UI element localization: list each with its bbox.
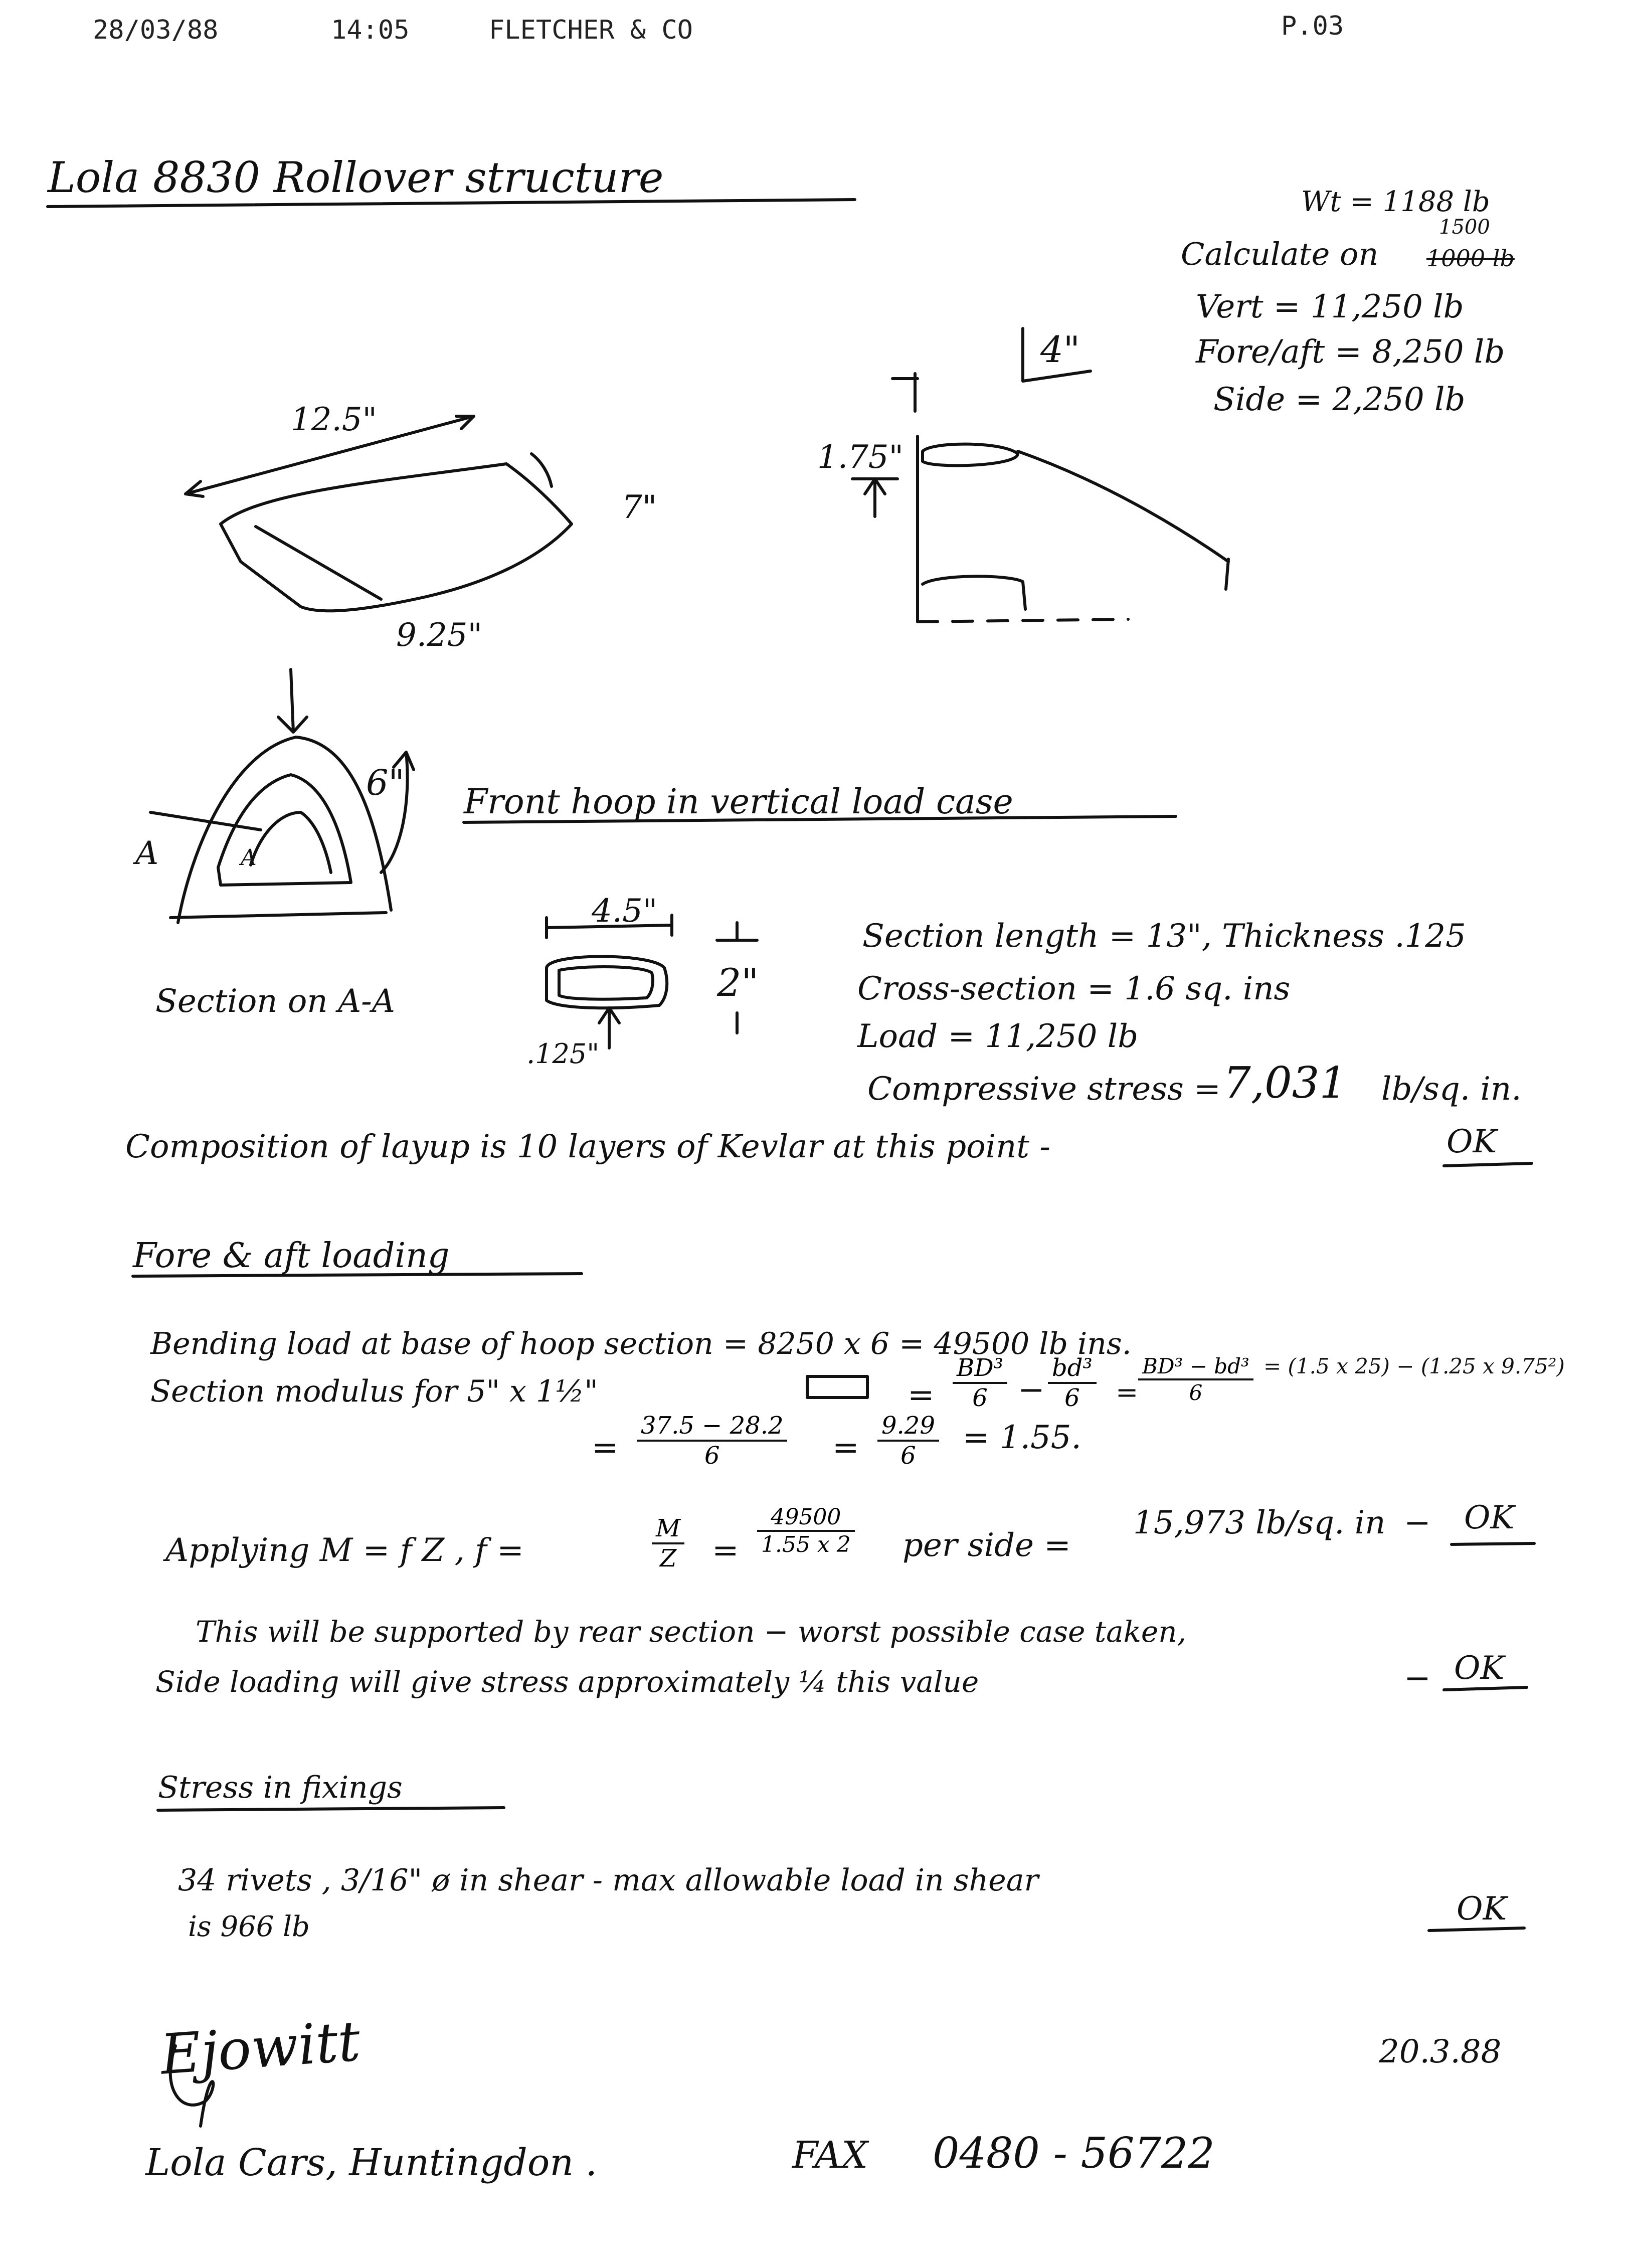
fore-aft-underline xyxy=(133,1274,582,1276)
applying-eq: = xyxy=(712,1532,739,1569)
section-thk-arrow xyxy=(599,1008,619,1048)
fixings-ok: OK xyxy=(1457,1890,1507,1928)
weight-label: Wt = 1188 lb xyxy=(1301,186,1490,218)
support-ok-underline xyxy=(1444,1687,1527,1690)
fixings-ok-underline xyxy=(1429,1928,1524,1931)
section-modulus-text: Section modulus for 5" x 1½" xyxy=(150,1374,598,1409)
hoop-dim-height: 6" xyxy=(366,762,405,803)
section-dim-height-ticks xyxy=(717,923,757,1033)
frac-929-den: 6 xyxy=(900,1442,916,1470)
section-dim-height: 2" xyxy=(717,960,759,1005)
hoop-arrow xyxy=(278,669,307,732)
tub-dim-arrow xyxy=(186,416,474,494)
hoop-inner2 xyxy=(251,812,331,873)
section-modulus-result: = 1.55. xyxy=(963,1419,1081,1456)
bending-load-line: Bending load at base of hoop section = 8250 x 6 = 49500 lb ins. xyxy=(150,1326,1132,1361)
hoop-dim-curve xyxy=(381,752,408,873)
tub-side-curve xyxy=(531,454,552,486)
compressive-stress-value: 7,031 xyxy=(1223,1058,1347,1108)
applying-ok-underline xyxy=(1452,1543,1534,1544)
dim-height: 1.75" xyxy=(817,439,904,476)
bending-eq3: = xyxy=(832,1429,859,1466)
signature-flourish xyxy=(170,2046,214,2126)
calculate-on-label: Calculate on xyxy=(1181,236,1379,272)
bending-minus: − xyxy=(1018,1371,1045,1409)
profile-dim-arrow xyxy=(865,479,885,516)
frac-value-num: 49500 xyxy=(757,1504,855,1532)
front-hoop-heading: Front hoop in vertical load case xyxy=(464,782,1013,822)
composition-text: Composition of layup is 10 layers of Kevlar at this point - xyxy=(125,1128,1050,1165)
calculate-value-struck: 1000 lb xyxy=(1426,245,1515,272)
frac-combined-den: 6 xyxy=(1189,1380,1203,1405)
bending-expr: = (1.5 x 25) − (1.25 x 9.75²) xyxy=(1263,1354,1565,1378)
section-dim-width: 4.5" xyxy=(592,893,658,930)
bending-eq: = xyxy=(908,1376,935,1414)
dim-length: 12.5" xyxy=(291,401,377,438)
footer-company: Lola Cars, Huntingdon . xyxy=(145,2141,598,2184)
frac-m-z-num: M xyxy=(652,1514,684,1544)
dim-side: 7" xyxy=(622,489,657,526)
bending-eq2: = xyxy=(1116,1376,1139,1408)
profile-slope xyxy=(1018,451,1228,562)
composition-ok: OK xyxy=(1447,1123,1497,1160)
bending-line3-eq: = xyxy=(592,1429,619,1466)
section-dim-thickness: .125" xyxy=(526,1038,600,1070)
fax-page-number: P.03 xyxy=(1281,11,1344,41)
section-dim-width-line xyxy=(547,915,672,938)
frac-difference-num: 37.5 − 28.2 xyxy=(637,1412,787,1442)
frac-difference-den: 6 xyxy=(704,1442,720,1470)
fixings-line1: 34 rivets , 3/16" ø in shear - max allowable load in shear xyxy=(178,1863,1039,1898)
applying-ok: OK xyxy=(1464,1499,1515,1536)
fax-time: 14:05 xyxy=(331,15,410,45)
section-marker-a2: A xyxy=(241,845,257,870)
support-line2: Side loading will give stress approximately ¼ this value xyxy=(155,1665,979,1699)
page-title: Lola 8830 Rollover structure xyxy=(48,153,664,202)
front-hoop-underline xyxy=(464,816,1176,822)
signature-date: 20.3.88 xyxy=(1379,2033,1502,2070)
support-dash: − xyxy=(1404,1660,1431,1697)
profile-top-section xyxy=(923,444,1018,466)
applying-dash: − xyxy=(1404,1504,1431,1541)
frac-bd3-den: 6 xyxy=(972,1384,988,1412)
load-value: Load = 11,250 lb xyxy=(857,1018,1139,1055)
footer-fax-number: 0480 - 56722 xyxy=(933,2129,1215,2178)
fixings-line2: is 966 lb xyxy=(188,1910,310,1943)
profile-base-dash xyxy=(918,619,1128,622)
vert-load: Vert = 11,250 lb xyxy=(1196,288,1464,325)
fax-sender: FLETCHER & CO xyxy=(489,15,693,45)
frac-m-z-den: Z xyxy=(659,1544,677,1573)
fore-aft-heading: Fore & aft loading xyxy=(133,1236,450,1276)
dim-base: 9.25" xyxy=(396,617,482,654)
per-side-text: per side = xyxy=(902,1527,1071,1564)
section-a-a-label: Section on A-A xyxy=(155,983,395,1020)
frac-929-num: 9.29 xyxy=(877,1412,939,1442)
composition-ok-underline xyxy=(1444,1163,1532,1166)
section-length: Section length = 13", Thickness .125 xyxy=(862,918,1466,955)
cross-section: Cross-section = 1.6 sq. ins xyxy=(857,970,1291,1007)
hoop-dim-arrowhead xyxy=(394,752,414,770)
applying-text: Applying M = f Z , f = xyxy=(165,1532,524,1569)
side-load: Side = 2,250 lb xyxy=(1213,381,1466,418)
title-underline xyxy=(48,200,855,207)
footer-fax-label: FAX xyxy=(792,2134,868,2177)
compressive-stress-unit: lb/sq. in. xyxy=(1381,1071,1522,1108)
hoop-base xyxy=(170,913,386,918)
bending-stress-value: 15,973 lb/sq. in xyxy=(1133,1504,1386,1541)
frac-bd3-small-num: bd³ xyxy=(1048,1354,1097,1384)
frac-value-den: 1.55 x 2 xyxy=(761,1532,851,1557)
section-marker-a: A xyxy=(135,835,159,872)
support-ok: OK xyxy=(1454,1650,1505,1687)
fixings-underline xyxy=(158,1808,504,1810)
fax-date: 28/03/88 xyxy=(93,15,219,45)
section-tube-inner xyxy=(559,967,653,999)
support-line1: This will be supported by rear section − worst possible case taken, xyxy=(196,1615,1187,1649)
hoop-section-line xyxy=(150,812,261,830)
compressive-stress-label: Compressive stress = xyxy=(867,1071,1221,1108)
fore-aft-load: Fore/aft = 8,250 lb xyxy=(1196,333,1505,371)
hoop-outer xyxy=(178,737,391,923)
profile-dim-4 xyxy=(1023,328,1091,381)
frac-combined-num: BD³ − bd³ xyxy=(1138,1354,1253,1380)
calculate-value: 1500 xyxy=(1439,216,1490,239)
section-glyph xyxy=(807,1376,867,1398)
frac-bd3-small-den: 6 xyxy=(1064,1384,1080,1412)
dim-width: 4" xyxy=(1040,328,1080,371)
signature: Ejowitt xyxy=(158,2009,363,2087)
frac-bd3-num: BD³ xyxy=(953,1354,1007,1384)
profile-base-section xyxy=(923,576,1025,609)
profile-tail xyxy=(1226,559,1228,589)
fixings-heading: Stress in fixings xyxy=(158,1770,403,1805)
